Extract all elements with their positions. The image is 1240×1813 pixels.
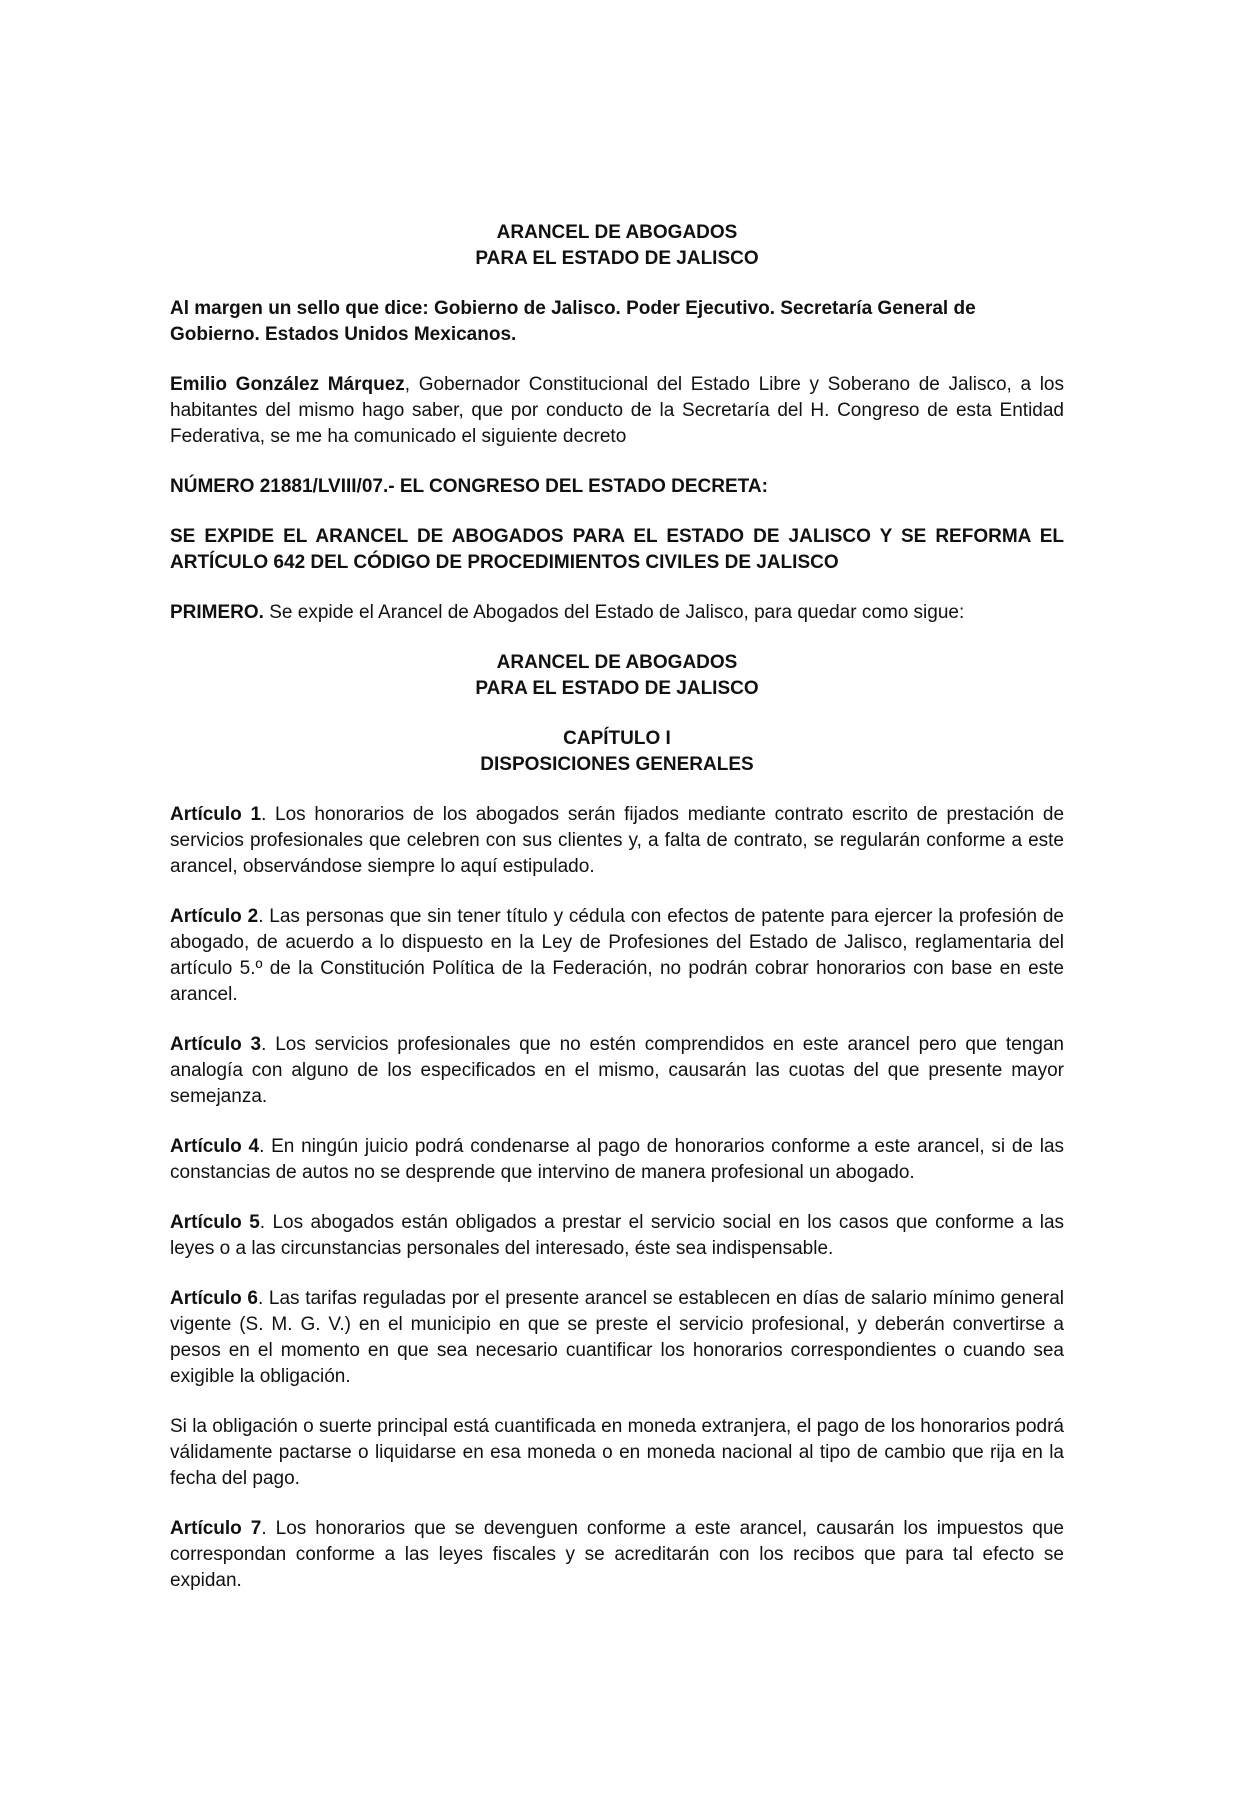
article-2: [170, 904, 1064, 1008]
article-label: Artículo 7: [170, 1518, 262, 1539]
article-label: Artículo 2: [170, 906, 259, 927]
governor-text: , Gobernador Constitucional del Estado Libre y Soberano de Jalisco, a los habitantes del mismo hago saber, que por conducto de la Secretaría del H. Congreso de esta Entidad Federativa, se me ha comunicado el siguiente decreto: [170, 374, 1065, 447]
article-5: [170, 1210, 1064, 1262]
subtitle: [170, 650, 1064, 702]
chapter-line-2: DISPOSICIONES GENERALES: [480, 754, 754, 775]
article-3: [170, 1032, 1064, 1110]
article-text: . Los honorarios de los abogados serán fijados mediante contrato escrito de prestación de servicios profesionales que celebren con sus clientes y, a falta de contrato, se regularán conforme a este arancel, observándose siempre lo aquí estipulado.: [170, 804, 1065, 877]
article-text: . Los honorarios que se devenguen conforme a este arancel, causarán los impuestos que correspondan conforme a las leyes fiscales y se acreditarán con los recibos que para tal efecto se expidan.: [170, 1518, 1064, 1591]
title-line-2: PARA EL ESTADO DE JALISCO: [475, 248, 759, 269]
article-text: . Los servicios profesionales que no estén comprendidos en este arancel pero que tengan analogía con alguno de los especificados en el mismo, causarán las cuotas del que presente mayor semejanza.: [170, 1034, 1065, 1107]
article-label: Artículo 4: [170, 1136, 260, 1157]
primero-label: PRIMERO.: [170, 602, 264, 623]
subtitle-line-2: PARA EL ESTADO DE JALISCO: [475, 678, 759, 699]
chapter-heading: [170, 726, 1064, 778]
document-page: [170, 220, 1064, 1618]
document-title: [170, 220, 1064, 272]
decree-number: NÚMERO 21881/LVIII/07.- EL CONGRESO DEL ESTADO DECRETA:: [170, 476, 768, 497]
primero-text: Se expide el Arancel de Abogados del Estado de Jalisco, para quedar como sigue:: [263, 602, 965, 623]
article-6: [170, 1286, 1064, 1390]
primero-paragraph: [170, 600, 1064, 626]
article-text: . Los abogados están obligados a prestar el servicio social en los casos que conforme a las leyes o a las circunstancias personales del interesado, éste sea indispensable.: [170, 1212, 1065, 1259]
article-label: Artículo 5: [170, 1212, 260, 1233]
title-line-1: ARANCEL DE ABOGADOS: [496, 222, 738, 243]
article-text: . Las personas que sin tener título y cédula con efectos de patente para ejercer la profesión de abogado, de acuerdo a lo dispuesto en la Ley de Profesiones del Estado de Jalisco, reglamentaria del artículo 5.º de la Constitución Política de la Federación, no podrán cobrar honorarios con base en este arancel.: [170, 906, 1064, 1005]
article-7: [170, 1516, 1064, 1594]
seal-note: Al margen un sello que dice: Gobierno de Jalisco. Poder Ejecutivo. Secretaría General de Gobierno. Estados Unidos Mexicanos.: [170, 298, 976, 345]
governor-name: Emilio González Márquez: [170, 374, 405, 395]
decree-subject: SE EXPIDE EL ARANCEL DE ABOGADOS PARA EL ESTADO DE JALISCO Y SE REFORMA EL ARTÍCULO 642 DEL CÓDIGO DE PROCEDIMIENTOS CIVILES DE JALISCO: [170, 526, 1064, 573]
article-label: Artículo 3: [170, 1034, 262, 1055]
article-label: Artículo 1: [170, 804, 262, 825]
subtitle-line-1: ARANCEL DE ABOGADOS: [496, 652, 738, 673]
article-label: Artículo 6: [170, 1288, 258, 1309]
chapter-line-1: CAPÍTULO I: [563, 728, 671, 749]
article-text: . Las tarifas reguladas por el presente arancel se establecen en días de salario mínimo general vigente (S. M. G. V.) en el municipio en que se preste el servicio profesional, y deberán convertirse a pesos en el momento en que sea necesario cuantificar los honorarios correspondientes o cuando sea exigible la obligación.: [170, 1288, 1064, 1387]
article-1: [170, 802, 1064, 880]
governor-paragraph: [170, 372, 1064, 450]
article-4: [170, 1134, 1064, 1186]
article-text: . En ningún juicio podrá condenarse al pago de honorarios conforme a este arancel, si de las constancias de autos no se desprende que intervino de manera profesional un abogado.: [170, 1136, 1065, 1183]
article-6-paragraph-2: Si la obligación o suerte principal está cuantificada en moneda extranjera, el pago de los honorarios podrá válidamente pactarse o liquidarse en esa moneda o en moneda nacional al tipo de cambio que rija en la fecha del pago.: [170, 1416, 1064, 1489]
